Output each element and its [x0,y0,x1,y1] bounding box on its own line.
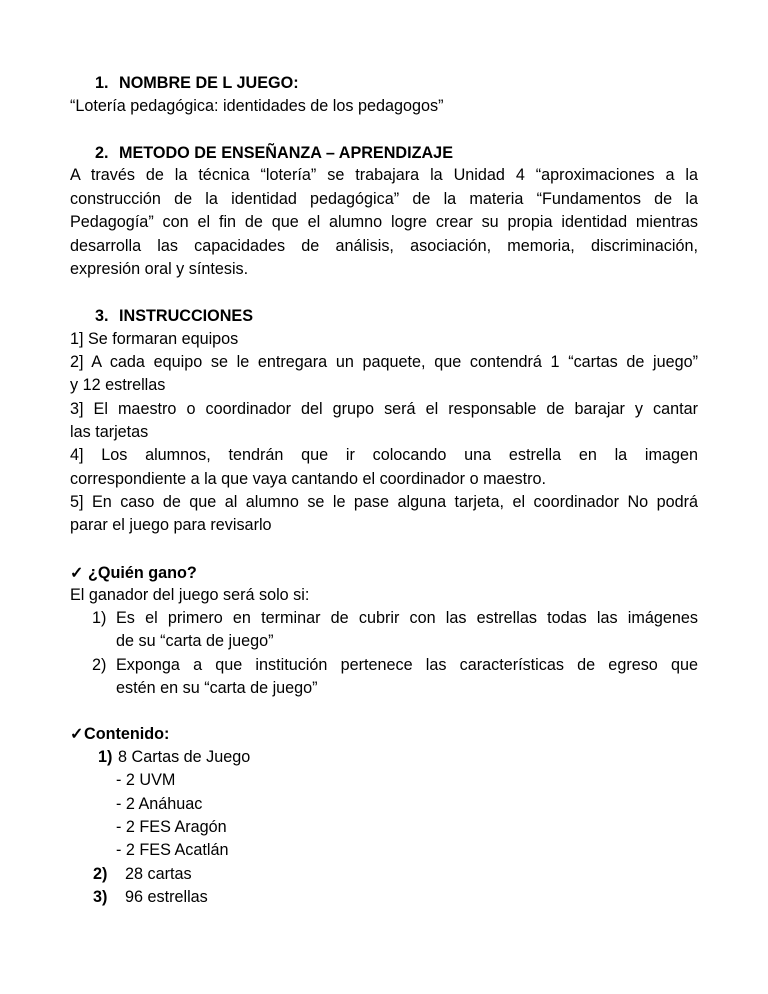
section-3-title: INSTRUCCIONES [119,307,254,325]
content-title: Contenido: [84,725,170,743]
section-3-number: 3. [95,307,109,325]
content-subitem: - 2 Anáhuac [116,795,203,813]
content-item-text: 96 estrellas [125,888,208,906]
winner-item-number: 1) [92,609,107,627]
winner-item-number: 2) [92,656,107,674]
checkmark-icon: ✓ [70,564,84,582]
content-item-number: 2) [93,865,108,883]
section-2-title: METODO DE ENSEÑANZA – APRENDIZAJE [119,144,453,162]
winner-heading [70,563,197,583]
checkmark-icon: ✓ [70,725,84,743]
winner-item-1 [92,608,698,628]
instruction-line: las tarjetas [70,423,149,441]
instruction-line: correspondiente a la que vaya cantando el coordinador o maestro. [70,470,547,488]
section-2-line: A través de la técnica “lotería” se trabajara la Unidad 4 “aproximaciones a la [70,166,698,184]
section-2-number: 2. [95,144,109,162]
section-1-heading [95,73,299,93]
content-item-number: 1) [98,748,113,766]
content-item-text: 28 cartas [125,865,192,883]
section-2-line: construcción de la identidad pedagógica” de la materia “Fundamentos de la [70,190,698,208]
content-subitem: - 2 FES Aragón [116,818,227,836]
content-subitem: - 2 FES Acatlán [116,841,229,859]
instruction-line: 1] Se formaran equipos [70,330,239,348]
instruction-line: 4] Los alumnos, tendrán que ir colocando una estrella en la imagen [70,446,698,464]
section-1-title: NOMBRE DE L JUEGO: [119,74,299,92]
instruction-line: 3] El maestro o coordinador del grupo será el responsable de barajar y cantar [70,400,698,418]
content-item-number: 3) [93,888,108,906]
winner-title: ¿Quién gano? [88,564,197,582]
winner-item-text: Es el primero en terminar de cubrir con las estrellas todas las imágenes [116,609,698,627]
section-1-text: “Lotería pedagógica: identidades de los pedagogos” [70,97,444,115]
section-2-heading [95,143,453,163]
winner-item-text: Exponga a que institución pertenece las características de egreso que [116,656,698,674]
winner-item-2 [92,655,698,675]
instruction-line: 5] En caso de que al alumno se le pase alguna tarjeta, el coordinador No podrá [70,493,698,511]
section-2-line: Pedagogía” con el fin de que el alumno logre crear su propia identidad mientras [70,213,698,231]
content-item-text: 8 Cartas de Juego [118,748,251,766]
section-2-line: desarrolla las capacidades de análisis, asociación, memoria, discriminación, [70,237,698,255]
content-item-3 [93,887,208,907]
instruction-line: y 12 estrellas [70,376,166,394]
section-3-heading [95,306,253,326]
instruction-line: 2] A cada equipo se le entregara un paquete, que contendrá 1 “cartas de juego” [70,353,698,371]
section-1-number: 1. [95,74,109,92]
content-heading [70,724,169,744]
content-item-2 [93,864,192,884]
winner-item-1-continued: de su “carta de juego” [116,632,274,650]
section-2-line: expresión oral y síntesis. [70,260,249,278]
winner-intro: El ganador del juego será solo si: [70,586,310,604]
content-subitem: - 2 UVM [116,771,176,789]
content-item-1 [98,747,250,767]
instruction-line: parar el juego para revisarlo [70,516,272,534]
winner-item-2-continued: estén en su “carta de juego” [116,679,318,697]
